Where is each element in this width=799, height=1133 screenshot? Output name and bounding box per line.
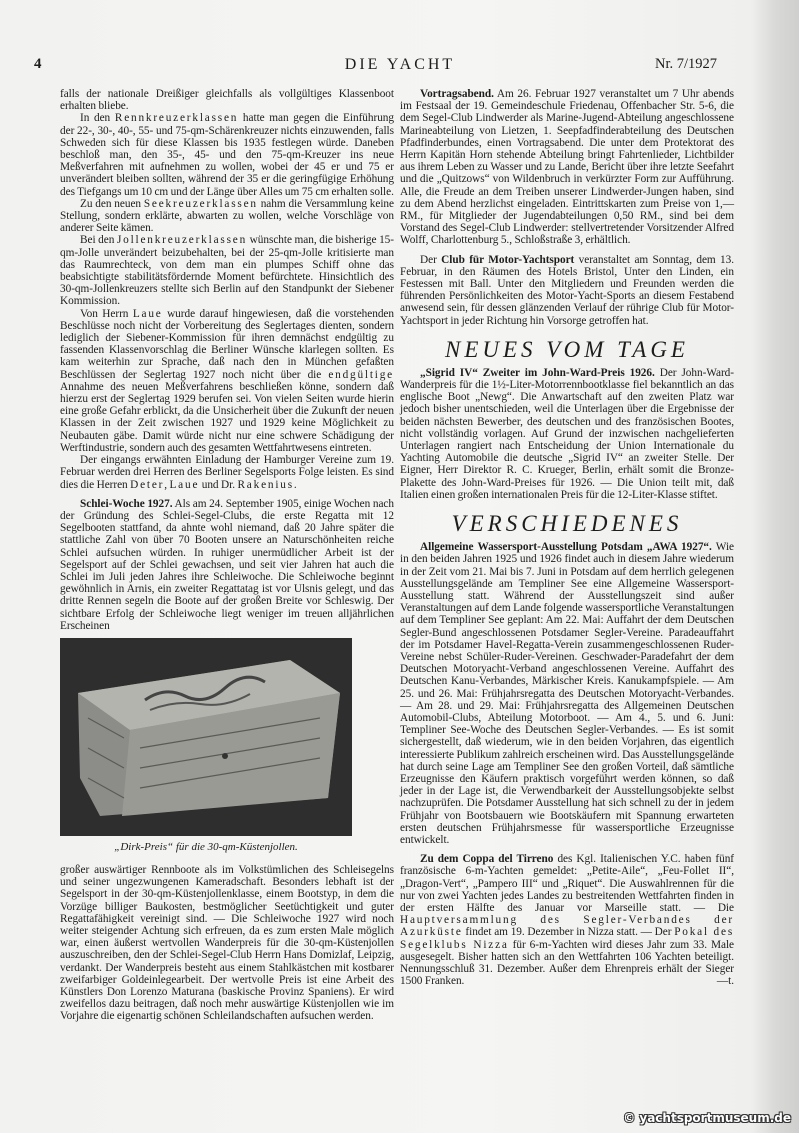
body-text: In den [80, 112, 115, 125]
journal-title: DIE YACHT [344, 56, 456, 73]
body-text: des Kgl. Italienischen Y.C. haben fünf französische 6-m-Yachten gemeldet: „Petite-Aile“, „Feu-Follet II“, „Dragon-Vert“, „Pampero III“ und „Riquet“. Die Auswahlrennen für die nur von zwei Yachten jedes Landes zu bestreitenden Wettfahrten finden in der ersten Hälfte des Januar vor Marseille statt. — Die [400, 853, 735, 914]
body-text: Annahme des neuen Meßverfahrens beschließen könne, sondern daß hierzu erst der Seglertag 1929 berufen sei. Von vielen Seiten wurde hierin eine große Gefahr erblickt, da die Unsicherheit über die Zukunft der neuen Klassen in der Zeit zwischen 1927 und 1929 keine Möglichkeit zu Neubauten gäbe. Damit würde nicht nur eine schwere Schädigung der Werftindustrie, sondern auch des gesamten Wettfahrtwesens eintreten. [60, 380, 394, 454]
spaced-emphasis-text: Hauptversammlung des Segler-Verbandes der Azurküste [400, 914, 734, 939]
body-text: . [293, 478, 297, 491]
spaced-emphasis-text: Rakenius [237, 478, 294, 491]
body-text: nahm die Versammlung keine Stellung, sondern erklärte, abwarten zu wollen, welche Vorschläge von anderer Seite kämen. [60, 197, 394, 235]
photo-caption: „Dirk-Preis“ für die 30-qm-Küstenjollen. [114, 840, 298, 853]
body-text: großer auswärtiger Rennboote als im Volkstümlichen des Schleisegelns und seiner ungezwungenen Kameradschaft. Besonders lebhaft ist der Segelsport in der 30-qm-Küstenjollenklasse, einem Bootstyp, in dem die Vorzüge billiger Baukosten, bestmöglicher Seetüchtigkeit und guter Regattafähigkeit vereinigt sind. — Die Schleiwoche 1927 wird noch weiter steigender Achtung sich erfreuen, da es zum ersten Male möglich war, einen äußerst wertvollen Wanderpreis für die 30-qm-Küstenjollen auszuschreiben, den der Schlei-Segel-Club Herrn Hans Domizlaf, Leipzig, verdankt. Der Wanderpreis besteht aus einem Stahlkästchen mit kostbarer zweifarbiger Goldeinlegearbeit. Der wertvolle Preis ist eine Arbeit des Künstlers Don Lorenzo Maturana (baskische Provinz Spaniens). Er wird zweifellos dazu beitragen, daß noch mehr auswärtige Küstenjollen wie im Vorjahre die eigenartig schönen Schleilandschaften aufsuchen werden. [60, 863, 394, 1023]
body-text: Von Herrn [80, 307, 133, 320]
left-column [60, 88, 394, 1023]
paragraph [60, 454, 394, 491]
paragraph [60, 234, 394, 307]
body-text: Der eingangs erwähnten Einladung der Hamburger Vereine zum 19. Februar werden drei Herren des Berliner Segelsports Folge leisten. Es sind dies die Herren [60, 454, 394, 491]
body-text: Bei den [80, 234, 117, 247]
body-text: Als am 24. September 1905, einige Wochen nach der Gründung des Schlei-Segel-Clubs, die erste Regatta mit 12 Segelbooten stattfand, da ahnte wohl niemand, daß 20 Jahre später die stattliche Zahl von über 70 Booten unsere an Naturschönheiten reiche Schlei aufsuchen würden. In ruhiger unermüdlicher Arbeit ist der Segelsport auf der Schlei gewachsen, und seit vier Jahren hat auch die Schlei im Juli jeden Jahres ihre Schleiwoche. Die Schleiwoche beginnt gewöhnlich in Arnis, ein zweiter Regattatag ist vor Ulsnis gelegt, und das dritte Rennen segeln die Boote auf der großen Breite vor Schleswig. Der sichtbare Erfolg der Schleiwoche liegt weniger im treuen alljährlichen Erscheinen [60, 497, 394, 632]
bold-lead-text: Vortragsabend. [420, 88, 494, 100]
paragraph [400, 853, 734, 987]
neues-vom-tage-article [400, 367, 734, 501]
paragraph [400, 88, 734, 247]
paragraph [60, 112, 394, 197]
page-number: 4 [34, 56, 42, 72]
body-text: findet am 19. Dezember in Nizza statt. — Der [462, 926, 675, 939]
body-text: wünschte man, die bisherige 15-qm-Jolle unverändert beizubehalten, bei der 25-qm-Jolle kritisierte man das Raumrechteck, von dem man ein plumpes Schiff ohne das beabsichtigte stabilitätsfördernde Moment befürchtete. Hinsichtlich des 30-qm-Jollenkreuzers stellte sich Berlin auf den Standpunkt der Siebener Kommission. [60, 234, 394, 308]
spaced-emphasis-text: Seekreuzerklassen [143, 197, 258, 210]
body-text: Am 26. Februar 1927 veranstaltet um 7 Uhr abends im Festsaal der 19. Gemeindeschule Friedenau, Offenbacher Str. 5-6, die dem Segel-Club Lindwerder als Marine-Jugend-Abteilung angeschlossene Marineabteilung von Lietzen, 1. Seepfadfinderabteilung des Deutschen Pfadfinderbundes, einen Vortragsabend. Die unter dem Protektorat des Herrn Kapitän Horn stehende Abteilung bringt Fahrtenlieder, Lichtbilder aus ihrem Leben zu Wasser und zu Lande, Bericht über ihre letzte Seefahrt und die „Quitzows“ von Wildenbruch in verkürzter Form zur Aufführung. Alle, die Freude an dem Treiben unserer Lindwerder-Jungen haben, sind zu dem Abend herzlichst eingeladen. Eintrittskarten zum Preise von 1,— RM., für Mitglieder der Jugendabteilungen 0,50 RM., sind bei dem Vorstand des Segel-Club Lindwerder: stellvertretender Vorsitzender Alfred Wolff, Charlottenburg 5., Schloßstraße 3, erhältlich. [400, 88, 734, 247]
body-text: für 6-m-Yachten wird dieses Jahr zum 33. Male ausgesegelt. Bisher hatten sich an den Wettfahrten 106 Yachten beteiligt. Nennungsschluß 31. Dezember. Außer dem Ehrenpreis erhält der Sieger 1500 Franken. [400, 938, 735, 988]
paragraph [60, 308, 394, 454]
left-column-top [60, 88, 394, 632]
paragraph [400, 541, 734, 846]
left-column-bottom [60, 864, 394, 1023]
body-text: veranstaltet am Sonntag, dem 13. Februar, in den Räumen des Hotels Bristol, Unter den Linden, ein Festessen mit Ball. Unter den Mitgliedern und Freunden werden die führenden Persönlichkeiten des Motor-Yacht-Sports an diesem Festabend anwesend sein, für dessen glänzenden Verlauf der rührige Club für Motor-Yachtsport in jeder Richtung hin Vorsorge getroffen hat. [400, 253, 735, 327]
verschiedenes-article-awa [400, 541, 734, 846]
bold-lead-text: Club für Motor-Yachtsport [441, 253, 575, 266]
body-text: Der John-Ward-Wanderpreis für die 1½-Liter-Motorrennbootklasse fiel bekanntlich an das englische Boot „Newg“. Die Anwartschaft auf den zweiten Platz war jedoch bisher unentschieden, weil die Unterlagen über die Ergebnisse der beiden nächsten Bewerber, des deutschen und des französischen Bootes, nicht vollständig vorlagen. Auf Grund der inzwischen nachgelieferten Unterlagen rangiert nach Entscheidung der Union Internationale du Yachting Automobile die deutsche „Sigrid IV“ an zweiter Stelle. Der Eigner, Herr Direktor R. C. Krueger, Berlin, erhält somit die Bronze-Plakette des John-Ward-Preises für 1926. — Die Union teilt mit, daß Italien einen großen internationalen Preis für die 12-Liter-Klasse stiftet. [400, 366, 734, 501]
body-text: Der [420, 253, 442, 266]
bold-lead-text: „Sigrid IV“ Zweiter im John-Ward-Preis 1926. [420, 366, 655, 379]
spaced-emphasis-text: Laue [132, 307, 163, 320]
paragraph [400, 367, 734, 501]
spaced-emphasis-text: Rennkreuzerklassen [114, 112, 239, 125]
prize-box-photo [60, 638, 352, 836]
author-signature: —t. [716, 975, 734, 988]
section-heading-verschiedenes: VERSCHIEDENES [451, 511, 683, 537]
body-text: hatte man gegen die Einführung der 22-, 30-, 40-, 55- und 75-qm-Schärenkreuzer nichts einzuwenden, falls Schweden sich für diese Klassen bis 1935 festlegen würde. Daneben beschloß man, den 35-, 45- und den 75-qm-Kreuzer ins neue Meßverfahren mit aufnehmen zu wollen, wobei der 45 er und 75 er unverändert bleiben sollten, während der 35 er die geringfügige Erhöhung des Tiefgangs um 10 cm und der Länge über Alles um 75 cm erhalten solle. [60, 112, 394, 198]
paragraph [400, 254, 734, 327]
spaced-emphasis-text: Laue [169, 478, 200, 491]
paragraph [60, 498, 394, 632]
body-text: und Dr. [199, 478, 238, 491]
watermark: © yachtsportmuseum.de [623, 1111, 791, 1125]
spaced-emphasis-text: Deter [130, 478, 165, 491]
bold-lead-text: Schlei-Woche 1927. [80, 497, 173, 510]
right-column [400, 88, 734, 987]
right-column-top [400, 88, 734, 327]
bold-lead-text: Zu dem Coppa del Tirreno [420, 853, 554, 866]
body-text: , [164, 478, 170, 491]
paragraph [60, 198, 394, 235]
spaced-emphasis-text: endgültige [328, 368, 394, 381]
spaced-emphasis-text: Jollenkreuzerklassen [116, 234, 248, 247]
body-text: Wie in den beiden Jahren 1925 und 1926 findet auch in diesem Jahre wiederum in der Zeit vom 21. Mai bis 7. Juni in Potsdam auf dem herrlich gelegenen Ausstellungsgelände am Templiner See eine Allgemeine Wassersport-Ausstellung statt. Während der Ausstellungszeit sind außer Veranstaltungen auf dem Lande folgende wassersportliche Veranstaltungen auf dem Templiner See geplant: Am 22. Mai: Auffahrt der dem Deutschen Segler-Bund angeschlossenen Potsdamer Segler-Vereine. Paradeauffahrt der im Potsdamer Havel-Regatta-Verein zusammengeschlossenen Ruder-Vereine nebst Schüler-Ruder-Vereinen. Geschwader-Paradefahrt der dem Deutschen Motoryacht-Verband angeschlossenen Vereine. Auffahrt des Deutschen Kanu-Verbandes, Märkischer Kreis. Kanukampfspiele. — Am 25. und 26. Mai: Frühjahrsregatta des Deutschen Motoryacht-Verbandes. — Am 28. und 29. Mai: Frühjahrsregatta des Allgemeinen Deutschen Automobil-Clubs, Abteilung Motorboot. — Am 4., 5. und 6. Juni: Templiner See-Woche des Deutschen Segler-Verbandes. — Es ist somit sichergestellt, daß wiederum, wie in den beiden Vorjahren, das eigentlich interessierte Publikum zahlreich erscheinen wird. Das Ausstellungsgelände hat durch seine Lage am Templiner See den großen Vorteil, daß sämtliche Erzeugnisse den Käufern praktisch vorgeführt werden können, so daß jeder in der Lage ist, die Verwendbarkeit der Ausstellungsobjekte selbst nachzuprüfen. Die Potsdamer Ausstellung hat sich schnell zu der in jedem Frühjahr von Bootsbauern wie Bootskäufern mit Spannung erwarteten ersten deutschen Frühjahrsmesse für wassersportliche Erzeugnisse entwickelt. [400, 541, 734, 846]
body-text: wurde darauf hingewiesen, daß die vorstehenden Beschlüsse noch nicht der Vorbereitung des Seglertages dienten, sondern lediglich der Siebener-Kommission für ihren demnächst endgültig zu fassenden Klassenvorschlag die Berliner Wünsche klarlegen sollten. Es kam weiterhin zur Sprache, daß nach den in München gefaßten Beschlüssen der Seglertag 1927 noch nicht über die [60, 307, 394, 381]
verschiedenes-article-coppa [400, 853, 734, 987]
issue-number: Nr. 7/1927 [655, 56, 718, 72]
section-heading-neues-vom-tage: NEUES VOM TAGE [445, 336, 689, 362]
paragraph [60, 88, 394, 112]
bold-lead-text: Allgemeine Wassersport-Ausstellung Potsdam „AWA 1927“. [420, 541, 712, 554]
body-text: Zu den neuen [80, 197, 144, 210]
paragraph [60, 864, 394, 1023]
spaced-emphasis-text: Pokal des Segelklubs Nizza [400, 926, 735, 951]
body-text: falls der nationale Dreißiger gleichfalls als vollgültiges Klassenboot erhalten bliebe. [60, 88, 394, 113]
